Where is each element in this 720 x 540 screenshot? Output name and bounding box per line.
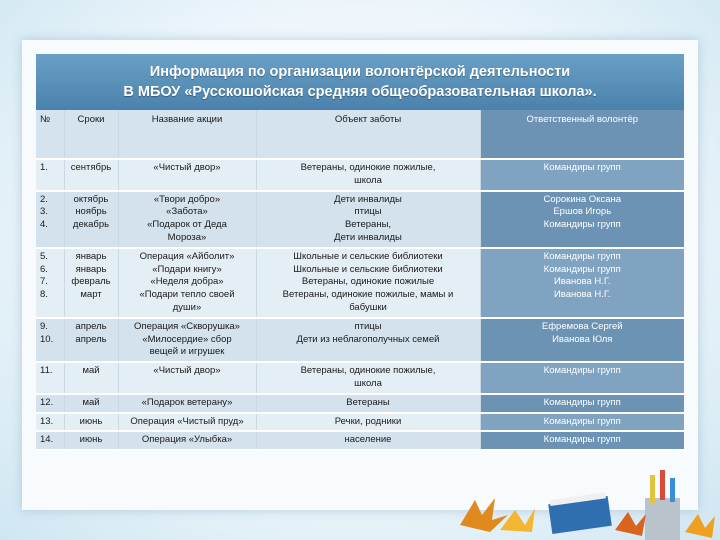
row-action xyxy=(118,362,256,394)
cell-line: Операция «Улыбка» xyxy=(141,434,233,446)
row-object xyxy=(256,362,480,394)
cell-line: май xyxy=(82,396,100,408)
row-object xyxy=(256,191,480,248)
table-row xyxy=(36,413,684,432)
cell-line: май xyxy=(82,365,100,377)
row-action xyxy=(118,159,256,191)
row-action xyxy=(118,318,256,362)
row-responsible xyxy=(480,191,684,248)
cell-line: 11. xyxy=(40,365,53,377)
cell-line: декабрь xyxy=(72,219,110,231)
table-header-row xyxy=(36,110,684,159)
row-responsible xyxy=(480,394,684,413)
row-responsible xyxy=(480,413,684,432)
row-responsible xyxy=(480,159,684,191)
table-row xyxy=(36,159,684,191)
cell-line: «Твори добро» xyxy=(153,193,221,205)
row-responsible xyxy=(480,318,684,362)
cell-line: март xyxy=(80,289,102,301)
cell-line: Школьные и сельские библиотеки xyxy=(293,263,443,275)
cell-line: «Забота» xyxy=(166,206,208,218)
cell-line: «Чистый двор» xyxy=(153,162,221,173)
row-action xyxy=(118,413,256,432)
row-responsible xyxy=(480,362,684,394)
row-object xyxy=(256,159,480,191)
cell-line: души» xyxy=(172,301,202,313)
cell-line: «Милосердие» сбор xyxy=(142,333,232,345)
row-date xyxy=(64,413,118,432)
cell-line: «Неделя добра» xyxy=(150,276,224,288)
table-row xyxy=(36,318,684,362)
cell-line: Ветераны, одинокие пожилые, xyxy=(300,162,436,173)
cell-line: «Чистый двор» xyxy=(153,365,221,377)
title-line-1: Информация по организации волонтёрской деятельности xyxy=(149,64,571,80)
row-action xyxy=(118,431,256,450)
row-date xyxy=(64,431,118,450)
header-object: Объект заботы xyxy=(256,110,480,159)
cell-line: население xyxy=(344,434,392,446)
cell-line: Операция «Айболит» xyxy=(139,250,235,262)
row-action xyxy=(118,394,256,413)
cell-line: 9. xyxy=(40,320,48,332)
row-number xyxy=(36,362,64,394)
cell-line: Мороза» xyxy=(167,231,207,243)
cell-line: бабушки xyxy=(349,301,387,313)
row-object xyxy=(256,413,480,432)
cell-line: 1. xyxy=(40,162,48,173)
cell-line: апрель xyxy=(75,320,107,332)
cell-line: Командиры групп xyxy=(543,434,621,446)
cell-line: Командиры групп xyxy=(543,415,621,427)
cell-line: школа xyxy=(354,174,382,186)
cell-line: Иванова Н.Г. xyxy=(553,276,611,288)
row-responsible xyxy=(480,431,684,450)
row-date xyxy=(64,318,118,362)
cell-line: 3. xyxy=(40,206,48,218)
cell-line: 13. xyxy=(40,415,54,427)
cell-line: Командиры групп xyxy=(543,162,621,173)
table-row xyxy=(36,394,684,413)
cell-line: Командиры групп xyxy=(543,250,621,262)
cell-line: 2. xyxy=(40,193,48,205)
cell-line: Командиры групп xyxy=(543,263,621,275)
cell-line: Иванова Юля xyxy=(552,333,613,345)
cell-line: сентябрь xyxy=(70,162,112,173)
row-object xyxy=(256,318,480,362)
cell-line: ноябрь xyxy=(75,206,107,218)
cell-line: 12. xyxy=(40,396,54,408)
row-date xyxy=(64,248,118,318)
cell-line: Ефремова Сергей xyxy=(541,320,623,332)
header-action: Название акции xyxy=(118,110,256,159)
cell-line: Ветераны xyxy=(346,396,390,408)
cell-line: Речки, родники xyxy=(334,415,402,427)
cell-line: 10. xyxy=(40,333,54,345)
cell-line: Командиры групп xyxy=(543,219,621,231)
row-responsible xyxy=(480,248,684,318)
cell-line: 4. xyxy=(40,219,48,231)
table-row xyxy=(36,248,684,318)
cell-line: птицы xyxy=(354,320,382,332)
header-dates: Сроки xyxy=(64,110,118,159)
cell-line: Ветераны, одинокие пожилые, мамы и xyxy=(282,289,454,301)
cell-line: Операция «Скворушка» xyxy=(134,320,240,332)
row-number xyxy=(36,413,64,432)
row-number xyxy=(36,159,64,191)
cell-line: 7. xyxy=(40,276,48,288)
header-number: № xyxy=(36,110,64,159)
volunteer-table xyxy=(36,110,684,484)
cell-line: 8. xyxy=(40,289,48,301)
row-date xyxy=(64,191,118,248)
table-row xyxy=(36,362,684,394)
cell-line: октябрь xyxy=(73,193,109,205)
cell-line: январь xyxy=(75,250,107,262)
row-date xyxy=(64,159,118,191)
cell-line: Ветераны, одинокие пожилые, xyxy=(300,365,436,377)
cell-line: птицы xyxy=(354,206,382,218)
leaf-icon xyxy=(615,512,715,538)
cell-line: апрель xyxy=(75,333,107,345)
cell-line: «Подарок от Деда xyxy=(147,219,227,231)
cell-line: 14. xyxy=(40,434,54,446)
row-number xyxy=(36,248,64,318)
cell-line: Командиры групп xyxy=(543,396,621,408)
cell-line: 6. xyxy=(40,263,48,275)
cell-line: Операция «Чистый пруд» xyxy=(130,415,244,427)
row-date xyxy=(64,394,118,413)
table-body xyxy=(36,110,684,450)
cell-line: Дети инвалиды xyxy=(334,231,402,243)
cell-line: февраль xyxy=(71,276,111,288)
cell-line: Сорокина Оксана xyxy=(543,193,622,205)
header-responsible: Ответственный волонтёр xyxy=(480,110,684,159)
row-action xyxy=(118,191,256,248)
row-number xyxy=(36,318,64,362)
page-title xyxy=(36,54,684,110)
row-object xyxy=(256,248,480,318)
cell-line: июнь xyxy=(79,415,103,427)
cell-line: Дети инвалиды xyxy=(334,193,402,205)
cell-line: июнь xyxy=(79,434,103,446)
cell-line: Ветераны, xyxy=(344,219,392,231)
row-action xyxy=(118,248,256,318)
row-number xyxy=(36,191,64,248)
cell-line: Ершов Игорь xyxy=(553,206,612,218)
table-row xyxy=(36,431,684,450)
cell-line: Иванова Н.Г. xyxy=(553,289,611,301)
cell-line: январь xyxy=(75,263,107,275)
cell-line: «Подари книгу» xyxy=(152,263,222,275)
row-object xyxy=(256,394,480,413)
row-number xyxy=(36,394,64,413)
row-number xyxy=(36,431,64,450)
cell-line: Дети из неблагополучных семей xyxy=(296,333,440,345)
cell-line: Командиры групп xyxy=(543,365,621,377)
cell-line: вещей и игрушек xyxy=(149,346,225,358)
row-date xyxy=(64,362,118,394)
cell-line: «Подарок ветерану» xyxy=(141,396,233,408)
cell-line: школа xyxy=(354,377,382,389)
cell-line: Школьные и сельские библиотеки xyxy=(293,250,443,262)
table-row xyxy=(36,191,684,248)
cell-line: «Подари тепло своей xyxy=(139,289,235,301)
row-object xyxy=(256,431,480,450)
cell-line: Ветераны, одинокие пожилые xyxy=(301,276,435,288)
title-line-2: В МБОУ «Русскошойская средняя общеобразовательная школа». xyxy=(123,84,597,100)
cell-line: 5. xyxy=(40,250,48,262)
